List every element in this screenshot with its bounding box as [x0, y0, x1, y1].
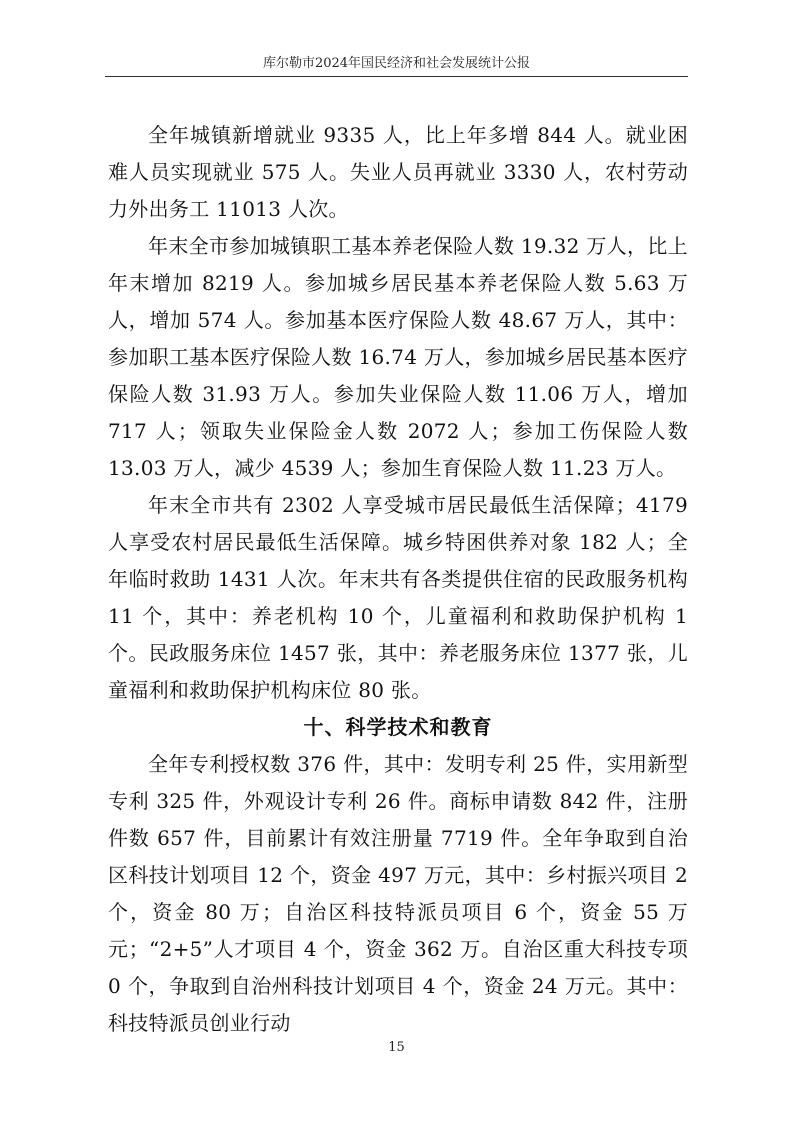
document-body	[108, 117, 688, 1042]
paragraph-social-insurance: 年末全市参加城镇职工基本养老保险人数 19.32 万人，比上年末增加 8219 人。参加城乡居民基本养老保险人数 5.63 万人，增加 574 人。参加基本医疗保险人数 48.67 万人，其中：参加职工基本医疗保险人数 16.74 万人，参加城乡居民基本医疗保险人数 31.93 万人。参加失业保险人数 11.06 万人，增加 717 人；领取失业保险金人数 2072 人；参加工伤保险人数 13.03 万人，减少 4539 人；参加生育保险人数 11.23 万人。	[108, 234, 688, 480]
paragraph-science-tech: 全年专利授权数 376 件，其中：发明专利 25 件，实用新型专利 325 件，外观设计专利 26 件。商标申请数 842 件，注册件数 657 件，目前累计有效注册量 7719 件。全年争取到自治区科技计划项目 12 个，资金 497 万元，其中：乡村振兴项目 2 个，资金 80 万；自治区科技特派员项目 6 个，资金 55 万元；“2+5”人才项目 4 个，资金 362 万。自治区重大科技专项 0 个，争取到自治州科技计划项目 4 个，资金 24 万元。其中：科技特派员创业行动	[108, 752, 688, 1035]
paragraph-employment: 全年城镇新增就业 9335 人，比上年多增 844 人。就业困难人员实现就业 575 人。失业人员再就业 3330 人，农村劳动力外出务工 11013 人次。	[108, 123, 688, 221]
page-header: 库尔勒市2024年国民经济和社会发展统计公报	[262, 56, 531, 71]
header-divider	[105, 76, 688, 77]
section-heading: 十、科学技术和教育	[303, 715, 493, 739]
page-number: 15	[388, 1040, 405, 1055]
paragraph-social-assistance: 年末全市共有 2302 人享受城市居民最低生活保障；4179 人享受农村居民最低生活保障。城乡特困供养对象 182 人；全年临时救助 1431 人次。年末共有各类提供住宿的民政服务机构 11 个，其中：养老机构 10 个，儿童福利和救助保护机构 1 个。民政服务床位 1457 张，其中：养老服务床位 1377 张，儿童福利和救助保护机构床位 80 张。	[108, 493, 688, 702]
